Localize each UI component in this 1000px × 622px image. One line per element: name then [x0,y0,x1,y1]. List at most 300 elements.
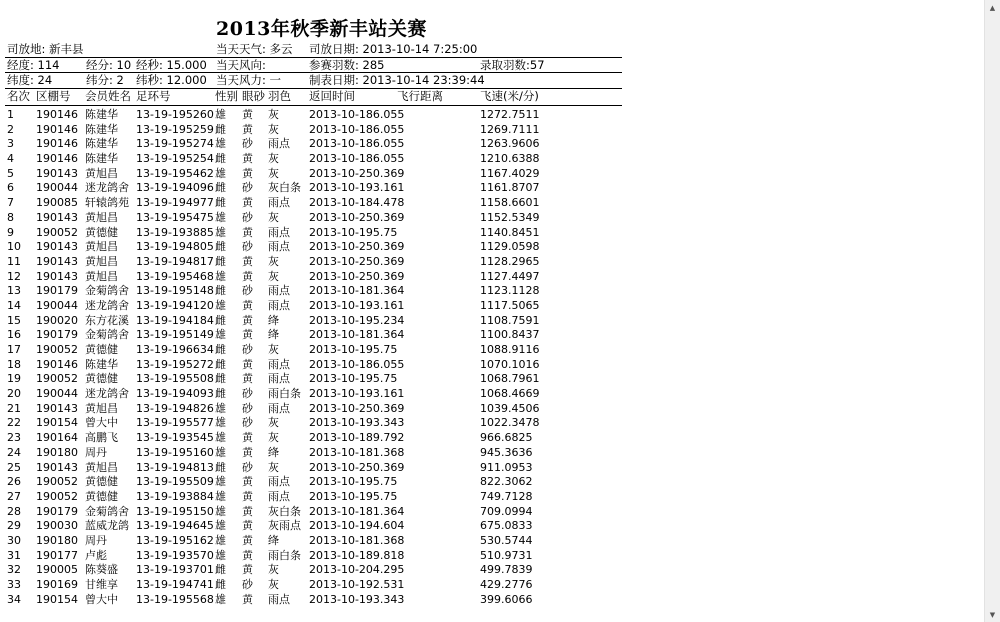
loft-cell: 190044 [36,298,78,312]
loft-cell: 190052 [36,225,78,239]
feather-color-cell: 雨点 [268,196,290,210]
eye-cell: 黄 [242,196,253,210]
ring-number-cell: 13-19-194093 [136,387,214,401]
rank-cell: 32 [7,563,21,577]
member-name-cell: 轩辕鸽苑 [85,196,129,210]
loft-cell: 190052 [36,343,78,356]
ring-number-cell: 13-19-194096 [136,181,214,195]
rank-cell: 34 [7,592,21,606]
feather-color-cell: 灰 [268,210,279,224]
results-table [0,108,640,607]
table-row [0,490,640,505]
speed-cell: 1108.7591 [480,313,540,327]
sex-cell: 雄 [215,328,226,342]
eye-cell: 黄 [242,328,253,342]
scroll-up-icon[interactable]: ▲ [986,0,999,15]
sex-cell: 雌 [215,343,226,356]
speed-cell: 675.0833 [480,519,533,533]
ring-number-cell: 13-19-194977 [136,196,214,210]
table-row [0,123,640,138]
loft-cell: 190052 [36,489,78,503]
feather-color-cell: 灰 [268,166,279,180]
sex-cell: 雄 [215,401,226,415]
return-time-cell: 2013-10-181.364 [309,284,405,298]
loft-cell: 190179 [36,504,78,518]
table-row [0,549,640,564]
sex-cell: 雄 [215,445,226,459]
return-time-cell: 2013-10-193.161 [309,181,405,195]
ring-number-cell: 13-19-196634 [136,343,214,356]
table-row [0,226,640,241]
col-header-return-time: 返回时间 [309,89,355,103]
return-time-cell: 2013-10-186.055 [309,108,405,121]
loft-cell: 190085 [36,196,78,210]
rank-cell: 25 [7,460,21,474]
longitude-second: 经秒: 15.000 [136,58,207,72]
eye-cell: 黄 [242,592,253,606]
member-name-cell: 金菊鸽舍 [85,284,129,298]
table-row [0,108,640,123]
ring-number-cell: 13-19-195259 [136,122,214,136]
table-row [0,358,640,373]
loft-cell: 190179 [36,328,78,342]
speed-cell: 1140.8451 [480,225,540,239]
member-name-cell: 黄德健 [85,489,118,503]
ring-number-cell: 13-19-195475 [136,210,214,224]
table-row [0,475,640,490]
table-row [0,196,640,211]
return-time-cell: 2013-10-192.531 [309,578,405,591]
speed-cell: 1100.8437 [480,328,540,342]
ring-number-cell: 13-19-193701 [136,563,214,577]
speed-cell: 945.3636 [480,445,533,459]
ring-number-cell: 13-19-195462 [136,166,214,180]
speed-cell: 749.7128 [480,489,533,503]
sex-cell: 雌 [215,460,226,474]
eye-cell: 黄 [242,122,253,136]
speed-cell: 1128.2965 [480,254,540,268]
ring-number-cell: 13-19-193570 [136,548,214,562]
return-time-cell: 2013-10-193.161 [309,387,405,401]
feather-color-cell: 雨点 [268,225,290,239]
vertical-scrollbar[interactable] [984,0,1000,622]
loft-cell: 190180 [36,445,78,459]
speed-cell: 1127.4497 [480,269,540,283]
table-row [0,578,640,593]
sex-cell: 雄 [215,210,226,224]
loft-cell: 190146 [36,108,78,121]
ring-number-cell: 13-19-195160 [136,445,214,459]
member-name-cell: 迷龙鸽舍 [85,181,129,195]
sex-cell: 雄 [215,533,226,547]
speed-cell: 1039.4506 [480,401,540,415]
loft-cell: 190143 [36,460,78,474]
feather-color-cell: 灰 [268,343,279,356]
speed-cell: 1158.6601 [480,196,540,210]
rank-cell: 7 [7,196,14,210]
table-row [0,593,640,608]
ring-number-cell: 13-19-195272 [136,357,214,371]
feather-color-cell: 灰白条 [268,504,301,518]
ring-number-cell: 13-19-194805 [136,240,214,254]
col-header-distance: 飞行距离 [397,89,443,103]
rank-cell: 18 [7,357,21,371]
loft-cell: 190143 [36,210,78,224]
ring-number-cell: 13-19-195568 [136,592,214,606]
table-row [0,431,640,446]
sex-cell: 雄 [215,592,226,606]
eye-cell: 黄 [242,313,253,327]
ring-number-cell: 13-19-193545 [136,431,214,445]
speed-cell: 1167.4029 [480,166,540,180]
speed-cell: 1129.0598 [480,240,540,254]
ring-number-cell: 13-19-195149 [136,328,214,342]
return-time-cell: 2013-10-204.295 [309,563,405,577]
rank-cell: 5 [7,166,14,180]
member-name-cell: 黄德健 [85,343,118,356]
eye-cell: 黄 [242,372,253,386]
table-row [0,211,640,226]
feather-color-cell: 绛 [268,445,279,459]
ring-number-cell: 13-19-195260 [136,108,214,121]
speed-cell: 1152.5349 [480,210,540,224]
sex-cell: 雌 [215,284,226,298]
ring-number-cell: 13-19-195148 [136,284,214,298]
feather-color-cell: 灰 [268,122,279,136]
feather-color-cell: 灰 [268,108,279,121]
rank-cell: 9 [7,225,14,239]
eye-cell: 黄 [242,431,253,445]
sex-cell: 雌 [215,122,226,136]
col-header-loft: 区棚号 [36,89,71,103]
return-time-cell: 2013-10-189.792 [309,431,405,445]
sex-cell: 雌 [215,254,226,268]
loft-cell: 190052 [36,475,78,489]
rank-cell: 12 [7,269,21,283]
col-header-speed: 飞速(米/分) [480,89,539,103]
return-time-cell: 2013-10-181.368 [309,533,405,547]
table-row [0,181,640,196]
table-row [0,416,640,431]
rank-cell: 14 [7,298,21,312]
return-time-cell: 2013-10-181.364 [309,328,405,342]
feather-color-cell: 灰 [268,416,279,430]
return-time-cell: 2013-10-250.369 [309,210,405,224]
prize-count: 录取羽数:57 [480,58,545,72]
loft-cell: 190005 [36,563,78,577]
eye-cell: 砂 [242,416,253,430]
feather-color-cell: 雨点 [268,475,290,489]
rank-cell: 16 [7,328,21,342]
return-time-cell: 2013-10-184.478 [309,196,405,210]
eye-cell: 黄 [242,269,253,283]
speed-cell: 530.5744 [480,533,533,547]
loft-cell: 190143 [36,269,78,283]
member-name-cell: 陈葵盛 [85,563,118,577]
speed-cell: 1022.3478 [480,416,540,430]
speed-cell: 1068.4669 [480,387,540,401]
feather-color-cell: 雨点 [268,592,290,606]
col-header-sex: 性别 [215,89,238,103]
return-time-cell: 2013-10-186.055 [309,122,405,136]
feather-color-cell: 雨点 [268,240,290,254]
rank-cell: 11 [7,254,21,268]
feather-color-cell: 绛 [268,328,279,342]
eye-cell: 黄 [242,108,253,121]
eye-cell: 砂 [242,460,253,474]
table-row [0,343,640,358]
speed-cell: 510.9731 [480,548,533,562]
sex-cell: 雄 [215,108,226,121]
member-name-cell: 陈建华 [85,137,118,151]
latitude-second: 纬秒: 12.000 [136,73,207,87]
rank-cell: 27 [7,489,21,503]
loft-cell: 190143 [36,401,78,415]
return-time-cell: 2013-10-250.369 [309,254,405,268]
eye-cell: 砂 [242,240,253,254]
return-time-cell: 2013-10-250.369 [309,269,405,283]
loft-cell: 190146 [36,357,78,371]
eye-cell: 砂 [242,343,253,356]
loft-cell: 190143 [36,254,78,268]
loft-cell: 190146 [36,122,78,136]
feather-color-cell: 灰 [268,431,279,445]
latitude: 纬度: 24 [7,73,53,87]
loft-cell: 190044 [36,387,78,401]
wind-force: 当天风力: 一 [216,73,282,87]
ring-number-cell: 13-19-195274 [136,137,214,151]
table-row [0,446,640,461]
speed-cell: 1269.7111 [480,122,540,136]
return-time-cell: 2013-10-195.75 [309,489,398,503]
speed-cell: 911.0953 [480,460,533,474]
sex-cell: 雄 [215,475,226,489]
feather-color-cell: 灰 [268,563,279,577]
ring-number-cell: 13-19-195509 [136,475,214,489]
feather-color-cell: 灰 [268,152,279,166]
table-row [0,167,640,182]
scroll-down-icon[interactable]: ▼ [986,607,999,622]
col-header-feather: 羽色 [268,89,291,103]
feather-color-cell: 灰雨点 [268,519,301,533]
member-name-cell: 黄旭昌 [85,240,118,254]
feather-color-cell: 雨点 [268,284,290,298]
return-time-cell: 2013-10-194.604 [309,519,405,533]
eye-cell: 黄 [242,298,253,312]
return-time-cell: 2013-10-186.055 [309,357,405,371]
speed-cell: 1161.8707 [480,181,540,195]
feather-color-cell: 雨点 [268,357,290,371]
return-time-cell: 2013-10-181.368 [309,445,405,459]
rank-cell: 2 [7,122,14,136]
longitude: 经度: 114 [7,58,60,72]
member-name-cell: 迷龙鸽舍 [85,298,129,312]
table-row [0,372,640,387]
ring-number-cell: 13-19-195150 [136,504,214,518]
ring-number-cell: 13-19-194184 [136,313,214,327]
ring-number-cell: 13-19-195468 [136,269,214,283]
eye-cell: 黄 [242,563,253,577]
divider [5,105,622,106]
eye-cell: 黄 [242,475,253,489]
table-row [0,240,640,255]
loft-cell: 190154 [36,416,78,430]
eye-cell: 砂 [242,578,253,591]
feather-color-cell: 灰白条 [268,181,301,195]
return-time-cell: 2013-10-250.369 [309,240,405,254]
rank-cell: 8 [7,210,14,224]
member-name-cell: 蓝威龙鸽 [85,519,129,533]
eye-cell: 黄 [242,533,253,547]
longitude-minute: 经分: 10 [86,58,132,72]
latitude-minute: 纬分: 2 [86,73,124,87]
rank-cell: 1 [7,108,14,121]
speed-cell: 399.6066 [480,592,533,606]
table-row [0,461,640,476]
eye-cell: 黄 [242,519,253,533]
loft-cell: 190052 [36,372,78,386]
sex-cell: 雄 [215,519,226,533]
table-row [0,152,640,167]
feather-color-cell: 雨点 [268,298,290,312]
rank-cell: 23 [7,431,21,445]
return-time-cell: 2013-10-250.369 [309,401,405,415]
eye-cell: 砂 [242,284,253,298]
rank-cell: 20 [7,387,21,401]
feather-color-cell: 灰 [268,578,279,591]
table-row [0,270,640,285]
return-time-cell: 2013-10-195.75 [309,475,398,489]
col-header-ring: 足环号 [136,89,171,103]
feather-color-cell: 雨白条 [268,387,301,401]
loft-cell: 190020 [36,313,78,327]
rank-cell: 22 [7,416,21,430]
loft-cell: 190164 [36,431,78,445]
table-row [0,284,640,299]
member-name-cell: 黄旭昌 [85,401,118,415]
speed-cell: 1263.9606 [480,137,540,151]
sex-cell: 雄 [215,137,226,151]
rank-cell: 29 [7,519,21,533]
ring-number-cell: 13-19-193885 [136,225,214,239]
report-date: 制表日期: 2013-10-14 23:39:44 [309,73,485,87]
ring-number-cell: 13-19-193884 [136,489,214,503]
ring-number-cell: 13-19-195162 [136,533,214,547]
return-time-cell: 2013-10-193.161 [309,298,405,312]
sex-cell: 雌 [215,372,226,386]
ring-number-cell: 13-19-194813 [136,460,214,474]
member-name-cell: 黄德健 [85,225,118,239]
speed-cell: 1068.7961 [480,372,540,386]
speed-cell: 1088.9116 [480,343,540,356]
eye-cell: 黄 [242,225,253,239]
loft-cell: 190146 [36,137,78,151]
release-place: 司放地: 新丰县 [7,42,84,56]
eye-cell: 砂 [242,181,253,195]
col-header-member: 会员姓名 [85,89,131,103]
loft-cell: 190143 [36,166,78,180]
feather-color-cell: 雨点 [268,401,290,415]
member-name-cell: 曾大中 [85,416,118,430]
member-name-cell: 黄德健 [85,372,118,386]
sex-cell: 雌 [215,196,226,210]
return-time-cell: 2013-10-189.818 [309,548,405,562]
feather-color-cell: 灰 [268,254,279,268]
member-name-cell: 黄旭昌 [85,254,118,268]
sex-cell: 雄 [215,489,226,503]
loft-cell: 190030 [36,519,78,533]
table-row [0,137,640,152]
ring-number-cell: 13-19-194817 [136,254,214,268]
speed-cell: 966.6825 [480,431,533,445]
member-name-cell: 陈建华 [85,108,118,121]
loft-cell: 190177 [36,548,78,562]
loft-cell: 190143 [36,240,78,254]
sex-cell: 雌 [215,387,226,401]
col-header-rank: 名次 [7,89,30,103]
return-time-cell: 2013-10-250.369 [309,166,405,180]
eye-cell: 黄 [242,357,253,371]
sex-cell: 雌 [215,357,226,371]
page-title: 2013年秋季新丰站关赛 [216,18,427,40]
loft-cell: 190044 [36,181,78,195]
sex-cell: 雌 [215,152,226,166]
eye-cell: 黄 [242,489,253,503]
return-time-cell: 2013-10-186.055 [309,137,405,151]
sex-cell: 雄 [215,166,226,180]
member-name-cell: 甘维享 [85,578,118,591]
member-name-cell: 卢彪 [85,548,107,562]
return-time-cell: 2013-10-186.055 [309,152,405,166]
eye-cell: 黄 [242,152,253,166]
sex-cell: 雌 [215,563,226,577]
sex-cell: 雄 [215,504,226,518]
loft-cell: 190179 [36,284,78,298]
speed-cell: 1123.1128 [480,284,540,298]
member-name-cell: 高鹏飞 [85,431,118,445]
member-name-cell: 金菊鸽舍 [85,328,129,342]
table-row [0,563,640,578]
loft-cell: 190169 [36,578,78,591]
rank-cell: 33 [7,578,21,591]
member-name-cell: 迷龙鸽舍 [85,387,129,401]
feather-color-cell: 雨点 [268,489,290,503]
speed-cell: 1210.6388 [480,152,540,166]
member-name-cell: 黄旭昌 [85,269,118,283]
table-row [0,534,640,549]
return-time-cell: 2013-10-195.75 [309,372,398,386]
member-name-cell: 东方花溪 [85,313,129,327]
rank-cell: 10 [7,240,21,254]
rank-cell: 4 [7,152,14,166]
table-row [0,299,640,314]
eye-cell: 黄 [242,445,253,459]
speed-cell: 499.7839 [480,563,533,577]
rank-cell: 13 [7,284,21,298]
sex-cell: 雌 [215,578,226,591]
feather-color-cell: 灰 [268,269,279,283]
eye-cell: 砂 [242,401,253,415]
sex-cell: 雌 [215,313,226,327]
weather: 当天天气: 多云 [216,42,293,56]
eye-cell: 砂 [242,137,253,151]
eye-cell: 砂 [242,387,253,401]
sex-cell: 雄 [215,548,226,562]
rank-cell: 28 [7,504,21,518]
member-name-cell: 陈建华 [85,122,118,136]
table-row [0,255,640,270]
eye-cell: 黄 [242,166,253,180]
